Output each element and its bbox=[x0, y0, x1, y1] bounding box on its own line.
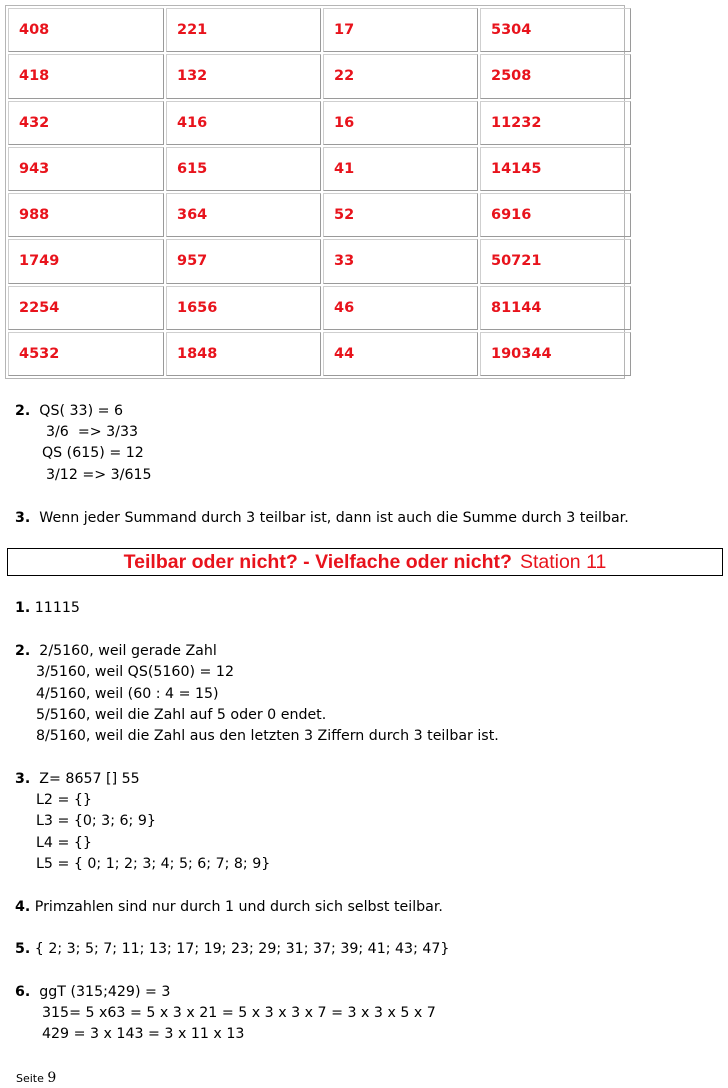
b-item-3-line-5: L5 = { 0; 1; 2; 3; 4; 5; 6; 7; 8; 9} bbox=[36, 856, 271, 872]
station-label: Station 11 bbox=[519, 550, 607, 573]
b-item-3-line-3: L3 = {0; 3; 6; 9} bbox=[36, 813, 156, 829]
table-cell: 52 bbox=[323, 193, 478, 237]
table-cell: 5304 bbox=[480, 8, 631, 52]
table-cell: 50721 bbox=[480, 239, 631, 283]
table-cell: 14145 bbox=[480, 147, 631, 191]
table-cell: 615 bbox=[166, 147, 321, 191]
table-cell: 4532 bbox=[8, 332, 164, 376]
table-cell: 2254 bbox=[8, 286, 164, 330]
table-cell: 41 bbox=[323, 147, 478, 191]
table-cell: 22 bbox=[323, 54, 478, 98]
table-cell: 957 bbox=[166, 239, 321, 283]
table-cell: 221 bbox=[166, 8, 321, 52]
b-item-3-line-4: L4 = {} bbox=[36, 835, 92, 851]
results-table bbox=[5, 5, 625, 379]
b-item-6-line-3: 429 = 3 x 143 = 3 x 11 x 13 bbox=[42, 1026, 245, 1042]
table-cell: 6916 bbox=[480, 193, 631, 237]
b-item-1: 1. 11115 bbox=[15, 600, 80, 616]
b-item-3-line-2: L2 = {} bbox=[36, 792, 92, 808]
table-cell: 364 bbox=[166, 193, 321, 237]
item-2-line-4: 3/12 => 3/615 bbox=[46, 467, 152, 483]
b-item-2-line-2: 3/5160, weil QS(5160) = 12 bbox=[36, 664, 234, 680]
table-cell: 1848 bbox=[166, 332, 321, 376]
table-cell: 33 bbox=[323, 239, 478, 283]
table-cell: 1749 bbox=[8, 239, 164, 283]
table-cell: 988 bbox=[8, 193, 164, 237]
table-cell: 44 bbox=[323, 332, 478, 376]
page-footer: Seite 9 bbox=[16, 1070, 57, 1086]
table-cell: 943 bbox=[8, 147, 164, 191]
b-item-2-line-5: 8/5160, weil die Zahl aus den letzten 3 Ziffern durch 3 teilbar ist. bbox=[36, 728, 499, 744]
b-item-5: 5. { 2; 3; 5; 7; 11; 13; 17; 19; 23; 29; 31; 37; 39; 41; 43; 47} bbox=[15, 941, 450, 957]
item-2-line-2: 3/6 => 3/33 bbox=[46, 424, 138, 440]
b-item-6-line-2: 315= 5 x63 = 5 x 3 x 21 = 5 x 3 x 3 x 7 = 3 x 3 x 5 x 7 bbox=[42, 1005, 436, 1021]
table-cell: 416 bbox=[166, 101, 321, 145]
table-cell: 81144 bbox=[480, 286, 631, 330]
table-cell: 418 bbox=[8, 54, 164, 98]
table-cell: 132 bbox=[166, 54, 321, 98]
b-item-4: 4. Primzahlen sind nur durch 1 und durch sich selbst teilbar. bbox=[15, 899, 443, 915]
b-item-2-line-3: 4/5160, weil (60 : 4 = 15) bbox=[36, 686, 219, 702]
table-cell: 46 bbox=[323, 286, 478, 330]
b-item-3-line-1: 3. Z= 8657 [] 55 bbox=[15, 771, 140, 787]
item-2-line-3: QS (615) = 12 bbox=[42, 445, 144, 461]
item-2-line-1: 2. QS( 33) = 6 bbox=[15, 403, 124, 419]
table-cell: 432 bbox=[8, 101, 164, 145]
table-cell: 11232 bbox=[480, 101, 631, 145]
table-cell: 190344 bbox=[480, 332, 631, 376]
item-3-line: 3. Wenn jeder Summand durch 3 teilbar ist, dann ist auch die Summe durch 3 teilbar. bbox=[15, 510, 629, 526]
table-cell: 1656 bbox=[166, 286, 321, 330]
b-item-2-line-4: 5/5160, weil die Zahl auf 5 oder 0 endet. bbox=[36, 707, 327, 723]
station-title: Teilbar oder nicht? - Vielfache oder nicht? bbox=[123, 550, 512, 573]
table-cell: 17 bbox=[323, 8, 478, 52]
table-cell: 2508 bbox=[480, 54, 631, 98]
b-item-2-line-1: 2. 2/5160, weil gerade Zahl bbox=[15, 643, 217, 659]
table-cell: 408 bbox=[8, 8, 164, 52]
b-item-6-line-1: 6. ggT (315;429) = 3 bbox=[15, 984, 171, 1000]
station-header bbox=[7, 548, 723, 576]
table-cell: 16 bbox=[323, 101, 478, 145]
